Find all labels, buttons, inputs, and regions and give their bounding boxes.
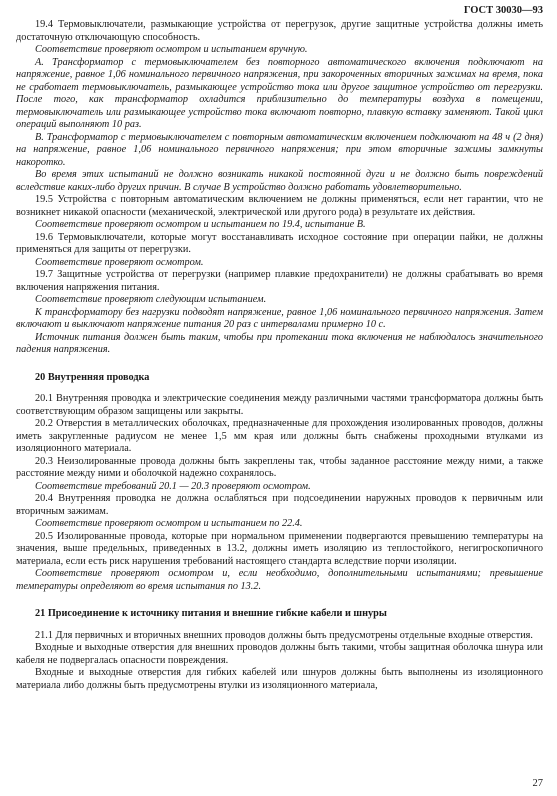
clause-19-7: 19.7 Защитные устройства от перегрузки (например плавкие предохранители) не должны срабатывать во время включения напряжения питания. xyxy=(16,269,543,293)
compliance-note: Соответствие требований 20.1 — 20.3 проверяют осмотром. xyxy=(35,480,311,492)
standard-header: ГОСТ 30030—93 xyxy=(463,5,543,16)
clause-19-5: 19.5 Устройства с повторным автоматическим включением не должны применяться, если нет гарантии, что не возникнет никакой опасности (механической, электрической или другого рода) в результате их действия. xyxy=(16,194,543,218)
clause-19-4: 19.4 Термовыключатели, размыкающие устройства от перегрузок, другие защитные устройства должны иметь достаточную отключающую способность. xyxy=(16,19,543,43)
compliance-note: Соответствие проверяют осмотром и испытанием вручную. xyxy=(35,44,308,55)
clause-20-5: 20.5 Изолированные провода, которые при нормальном применении подвергаются превышению температуры на значения, выше предельных, приведенных в 13.2, должны иметь изоляцию из теплостойкого, негигроскопичного материала, если есть риск нарушения требований настоящего стандарта вследствие порчи изоляции. xyxy=(16,530,543,567)
test-b: В. Трансформатор с термовыключателем с повторным автоматическим включением подключают на 48 ч (2 дня) на напряжение, равное 1,06 номинального первичного напряжения; при этом вторичные зажимы замкнуты накоротко. xyxy=(16,131,543,168)
compliance-note: Соответствие проверяют следующим испытанием. xyxy=(35,294,267,305)
page-number: 27 xyxy=(532,777,543,789)
section-20-heading: 20 Внутренняя проводка xyxy=(35,371,150,383)
clause-19-6: 19.6 Термовыключатели, которые могут восстанавливать исходное состояние при операции пайки, не должны применяться для защиты от перегрузки. xyxy=(16,231,543,255)
test-procedure: Источник питания должен быть таким, чтобы при протекании тока включения не наблюдалось значительного падения напряжения. xyxy=(16,331,543,355)
test-procedure: К трансформатору без нагрузки подводят напряжение, равное 1,06 номинального первичного напряжения. Затем включают и выключают напряжение питания 20 раз с интервалами примерно 10 с. xyxy=(16,306,543,330)
clause-20-1: 20.1 Внутренняя проводка и электрические соединения между различными частями трансформатора должны быть соответствующим образом защищены или закрыты. xyxy=(16,393,543,417)
clause-20-2: 20.2 Отверстия в металлических оболочках, предназначенные для прохождения изолированных проводов, должны иметь закругленные радиусом не менее 1,5 мм края или должны быть снабжены проходными втулками из изоляционного материала. xyxy=(16,418,543,454)
clause-20-4: 20.4 Внутренняя проводка не должна ослабляться при подсоединении наружных проводов к первичным или вторичным зажимам. xyxy=(16,493,543,517)
paragraph: Входные и выходные отверстия для гибких кабелей или шнуров должны быть выполнены из изоляционного материала либо должны быть предусмотрены втулки из изоляционного материала, xyxy=(16,667,543,691)
compliance-note: Соответствие проверяют осмотром и испытанием по 19.4, испытание В. xyxy=(35,219,366,230)
compliance-note: Соответствие проверяют осмотром и, если необходимо, дополнительными испытаниями; превышение температуры определяют во время испытания по 13.2. xyxy=(16,568,543,592)
compliance-note: Соответствие проверяют осмотром. xyxy=(35,256,204,268)
compliance-note: Соответствие проверяют осмотром и испытанием по 22.4. xyxy=(35,518,303,529)
test-requirement: Во время этих испытаний не должно возникать никакой постоянной дуги и не должно быть повреждений вследствие каких-либо других причин. В случае В устройство должно работать удовлетворительно. xyxy=(16,169,543,193)
paragraph: Входные и выходные отверстия для внешних проводов должны быть такими, чтобы защитная оболочка шнура или кабеля не подвергалась опасности повреждения. xyxy=(16,642,543,666)
clause-20-3: 20.3 Неизолированные провода должны быть закреплены так, чтобы заданное расстояние между ними, а также расстояние между ними и оболочкой надежно сохранялось. xyxy=(16,455,543,479)
section-21-heading: 21 Присоединение к источнику питания и внешние гибкие кабели и шнуры xyxy=(35,608,387,619)
test-a: А. Трансформатор с термовыключателем без повторного автоматического включения подключают на напряжение, равное 1,06 номинального первичного напряжения, при закороченных вторичных зажимах на время, пока не сработает термовыключатель, размыкающее устройство тока или другое защитное устройство от перегрузки. После того, как трансформатор охладится приблизительно до температуры воздуха в помещении, термовыключатель или размыкающее устройство тока включают повторно, плавкую вставку заменяют. Такой цикл операций выполняют 10 раз. xyxy=(16,56,543,130)
clause-21-1: 21.1 Для первичных и вторичных внешних проводов должны быть предусмотрены отдельные входные отверстия. xyxy=(35,629,533,641)
